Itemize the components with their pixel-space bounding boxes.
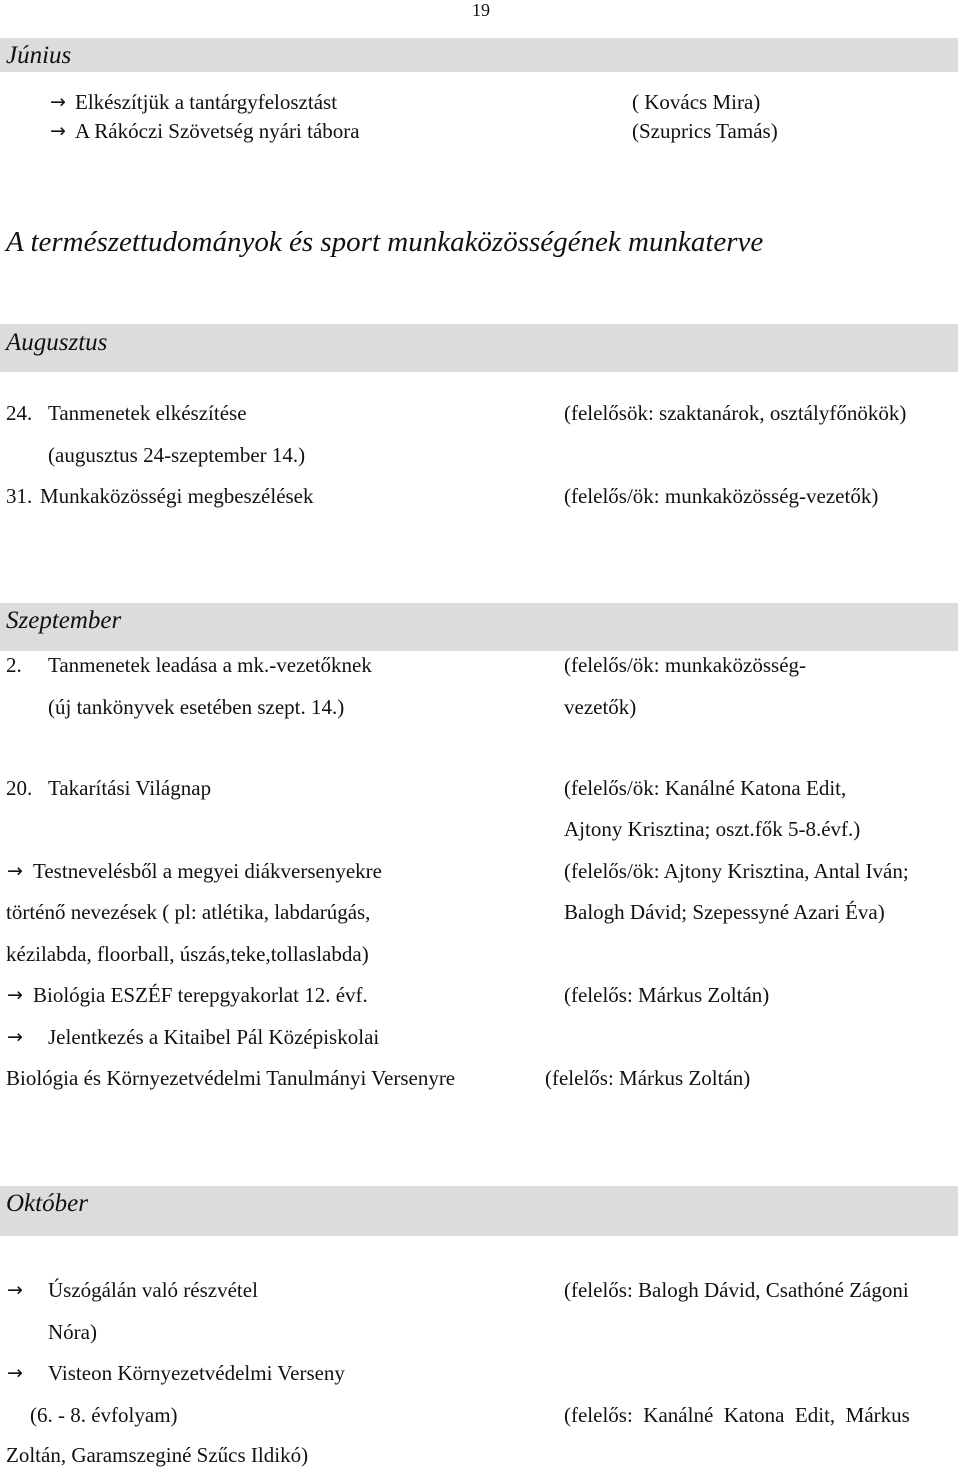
entry-text: Munkaközösségi megbeszélések [40,484,314,508]
arrow-icon: → [7,1279,23,1301]
entry-number: 31. [6,484,33,508]
entry-text: Tanmenetek leadása a mk.-vezetőknek [48,653,372,677]
june-item-text: Elkészítjük a tantárgyfelosztást [75,90,338,114]
month-band-october [0,1186,958,1236]
arrow-icon: → [7,984,23,1006]
entry-number: 2. [6,653,22,677]
month-title-october: Október [6,1190,88,1217]
entry-responsible: (felelős/ök: Kanálné Katona Edit, [564,776,847,800]
entry-text: (új tankönyvek esetében szept. 14.) [48,695,345,719]
entry-responsible: Balogh Dávid; Szepessyné Azari Éva) [564,900,885,924]
june-item-text: A Rákóczi Szövetség nyári tábora [75,119,360,143]
entry-text: Úszógálán való részvétel [48,1278,258,1302]
arrow-icon: → [7,1362,23,1384]
entry-responsible: (felelős: Kanálné Katona Edit, Márkus [564,1403,910,1427]
entry-text: Tanmenetek elkészítése [48,401,247,425]
entry-responsible: vezetők) [564,695,637,719]
entry-text: (augusztus 24-szeptember 14.) [48,443,306,467]
month-band-august [0,324,958,372]
entry-text: Jelentkezés a Kitaibel Pál Középiskolai [48,1025,380,1049]
entry-responsible: (felelősök: szaktanárok, osztályfőnökök) [564,401,907,425]
arrow-icon: → [7,1026,23,1048]
month-band-september [0,603,958,651]
entry-number: 24. [6,401,33,425]
entry-responsible: (felelős: Márkus Zoltán) [545,1066,751,1090]
arrow-icon: → [50,91,66,113]
arrow-icon: → [50,120,66,142]
entry-text: Testnevelésből a megyei diákversenyekre [33,859,382,883]
entry-responsible: (felelős/ök: munkaközösség-vezetők) [564,484,879,508]
entry-text: Takarítási Világnap [48,776,212,800]
entry-text: (6. - 8. évfolyam) [30,1403,178,1427]
entry-responsible: (felelős: Balogh Dávid, Csathóné Zágoni [564,1278,909,1302]
month-title-september: Szeptember [6,607,122,634]
arrow-icon: → [7,860,23,882]
month-title-june: Június [6,42,72,69]
entry-text: kézilabda, floorball, úszás,teke,tollaslabda) [6,942,369,966]
entry-text: Biológia és Környezetvédelmi Tanulmányi Versenyre [6,1066,456,1090]
month-band-june [0,38,958,72]
entry-text: Zoltán, Garamszeginé Szűcs Ildikó) [6,1443,309,1467]
entry-text: Visteon Környezetvédelmi Verseny [48,1361,345,1385]
june-item-responsible: ( Kovács Mira) [632,90,761,114]
month-title-august: Augusztus [6,329,108,356]
section-heading: A természettudományok és sport munkaközösségének munkaterve [6,226,764,258]
entry-text: történő nevezések ( pl: atlétika, labdarúgás, [6,900,371,924]
entry-responsible: (felelős: Márkus Zoltán) [564,983,770,1007]
entry-responsible: (felelős/ök: munkaközösség- [564,653,807,677]
page-number: 19 [472,0,490,20]
entry-responsible: Ajtony Krisztina; oszt.fők 5-8.évf.) [564,817,861,841]
entry-number: 20. [6,776,33,800]
entry-text: Biológia ESZÉF terepgyakorlat 12. évf. [33,983,368,1007]
entry-text: Nóra) [48,1320,97,1344]
june-item-responsible: (Szuprics Tamás) [632,119,778,143]
entry-responsible: (felelős/ök: Ajtony Krisztina, Antal Iván; [564,859,909,883]
